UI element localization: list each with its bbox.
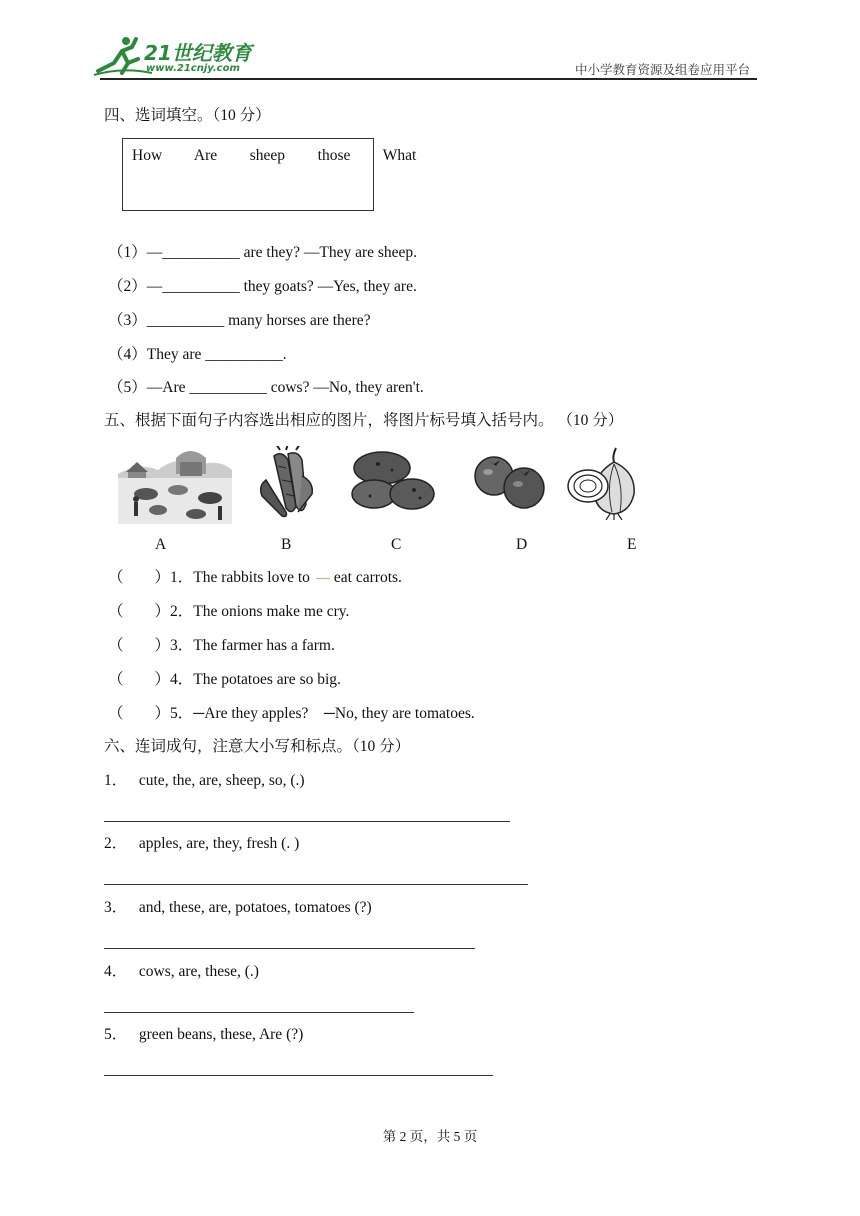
- section4-title: 四、选词填空。（10 分）: [104, 107, 271, 124]
- s5-item-1-text: The rabbits love to: [193, 569, 310, 586]
- s5-item-1-text-b: eat carrots.: [333, 569, 402, 586]
- s4-item-4: （4）They are __________.: [108, 346, 287, 363]
- s5-item-5-text: ─Are they apples? ─No, they are tomatoes.: [193, 705, 475, 722]
- onion-icon: [566, 446, 640, 520]
- logo-url: www.21cnjy.com: [146, 63, 240, 74]
- s6-item-5: 5． green beans, these, Are (?): [104, 1026, 304, 1043]
- s5-item-3-paren: （ ）3．: [108, 637, 194, 654]
- s5-item-4-paren: （ ）4．: [108, 671, 194, 688]
- carrots-icon: [252, 446, 322, 520]
- word-bank-words: How Are sheep those What: [132, 147, 417, 164]
- s6-item-4: 4． cows, are, these, (.): [104, 963, 259, 980]
- platform-title: 中小学教育资源及组卷应用平台: [574, 62, 750, 77]
- answer-line-1: [104, 821, 510, 822]
- s5-item-5-paren: （ ）5．: [108, 705, 194, 722]
- section5-title: 五、根据下面句子内容选出相应的图片，将图片标号填入括号内。 （10 分）: [104, 412, 624, 429]
- tomatoes-icon: [470, 454, 548, 510]
- s5-item-5: [108, 704, 475, 724]
- s5-item-1: [108, 568, 402, 588]
- answer-line-3: [104, 948, 475, 949]
- picture-label-b: B: [281, 536, 292, 553]
- s4-item-5: （5）—Are __________ cows? —No, they aren't.: [108, 379, 424, 396]
- s5-item-4-text: The potatoes are so big.: [193, 671, 341, 688]
- word-bank-box: [122, 138, 417, 211]
- picture-label-c: C: [391, 536, 402, 553]
- header-divider: [100, 78, 757, 80]
- s5-item-1-paren: （ ）1．: [108, 569, 194, 586]
- answer-line-4: [104, 1012, 414, 1013]
- green-mark: [316, 578, 330, 579]
- s5-item-3: [108, 636, 335, 656]
- s4-item-1: （1）—__________ are they? —They are sheep.: [108, 244, 418, 261]
- picture-label-a: A: [155, 536, 167, 553]
- s6-item-1: 1． cute, the, are, sheep, so, (.): [104, 772, 305, 789]
- s6-item-2: 2． apples, are, they, fresh (. ): [104, 835, 300, 852]
- site-logo: [92, 33, 262, 79]
- logo-text: 21世纪教育: [144, 41, 252, 65]
- s4-item-2: （2）—__________ they goats? —Yes, they are.: [108, 278, 417, 295]
- s6-item-3: 3． and, these, are, potatoes, tomatoes (?): [104, 899, 372, 916]
- s5-item-2: [108, 602, 349, 622]
- s5-item-3-text: The farmer has a farm.: [193, 637, 335, 654]
- picture-label-d: D: [516, 536, 528, 553]
- section6-title: 六、连词成句，注意大小写和标点。（10 分）: [104, 738, 411, 755]
- potatoes-icon: [348, 448, 438, 514]
- answer-line-2: [104, 884, 528, 885]
- page-footer: 第 2 页，共 5 页: [382, 1129, 478, 1144]
- s5-item-2-text: The onions make me cry.: [193, 603, 350, 620]
- s5-item-4: [108, 670, 341, 690]
- answer-line-5: [104, 1075, 493, 1076]
- s4-item-3: （3）__________ many horses are there?: [108, 312, 371, 329]
- farm-scene-icon: [118, 444, 232, 524]
- s5-item-2-paren: （ ）2．: [108, 603, 194, 620]
- picture-label-e: E: [627, 536, 637, 553]
